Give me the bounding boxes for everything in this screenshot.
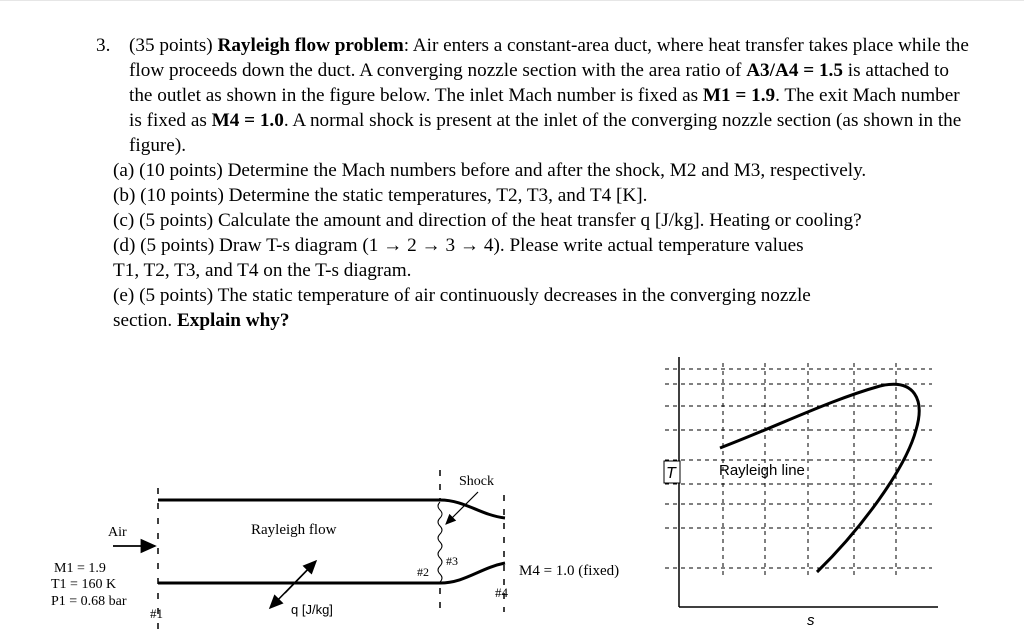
problem-number: 3.	[96, 35, 111, 56]
part-e-text: (e) (5 points) The static temperature of air continuously decreases in the converging nozzle section.	[113, 285, 811, 331]
m1-fixed: M1 = 1.9	[702, 85, 776, 106]
t1-label: T1 = 160 K	[51, 577, 117, 592]
area-ratio: A3/A4 = 1.5	[746, 60, 843, 81]
station2-label: #2	[417, 565, 429, 579]
intro-c: . The exit Mach number is fixed as	[129, 85, 960, 131]
station1-label: #1	[150, 606, 163, 621]
problem-points: (35 points)	[129, 35, 213, 56]
intro-b: is attached to the outlet as shown in the figure below. The inlet Mach number is fixed as	[129, 60, 949, 106]
part-b: (b) (10 points) Determine the static temperatures, T2, T3, and T4 [K].	[113, 185, 648, 206]
intro-a: : Air enters a constant-area duct, where heat transfer takes place while the flow proceeds down the duct. A converging nozzle section with the area ratio of	[129, 35, 969, 81]
shock-label: Shock	[459, 474, 494, 489]
part-e-question: Explain why?	[176, 310, 290, 331]
problem-title: Rayleigh flow problem	[217, 35, 404, 56]
part-c: (c) (5 points) Calculate the amount and direction of the heat transfer q [J/kg]. Heating or cooling?	[113, 210, 862, 231]
heat-label: q [J/kg]	[291, 602, 333, 617]
p1-label: P1 = 0.68 bar	[51, 594, 127, 609]
rayleigh-flow-label: Rayleigh flow	[251, 522, 337, 538]
part-a: (a) (10 points) Determine the Mach numbers before and after the shock, M2 and M3, respectively.	[113, 160, 867, 181]
m1-label: M1 = 1.9	[54, 561, 106, 576]
part-d: (d) (5 points) Draw T-s diagram (1 → 2 → 3 → 4). Please write actual temperature values T1, T2, T3, and T4 on the T-s diagram.	[113, 235, 804, 281]
m4-label: M4 = 1.0 (fixed)	[519, 563, 620, 579]
t-axis-label: T	[666, 465, 676, 482]
m4-fixed: M4 = 1.0	[211, 110, 284, 131]
s-axis-label: s	[807, 612, 815, 629]
rayleigh-line-label: Rayleigh line	[719, 462, 805, 479]
intro-d: . A normal shock is present at the inlet of the converging nozzle section (as shown in the figure).	[129, 110, 962, 156]
station3-label: #3	[446, 554, 458, 568]
station4-label: #4	[495, 585, 508, 600]
air-label: Air	[108, 525, 127, 540]
